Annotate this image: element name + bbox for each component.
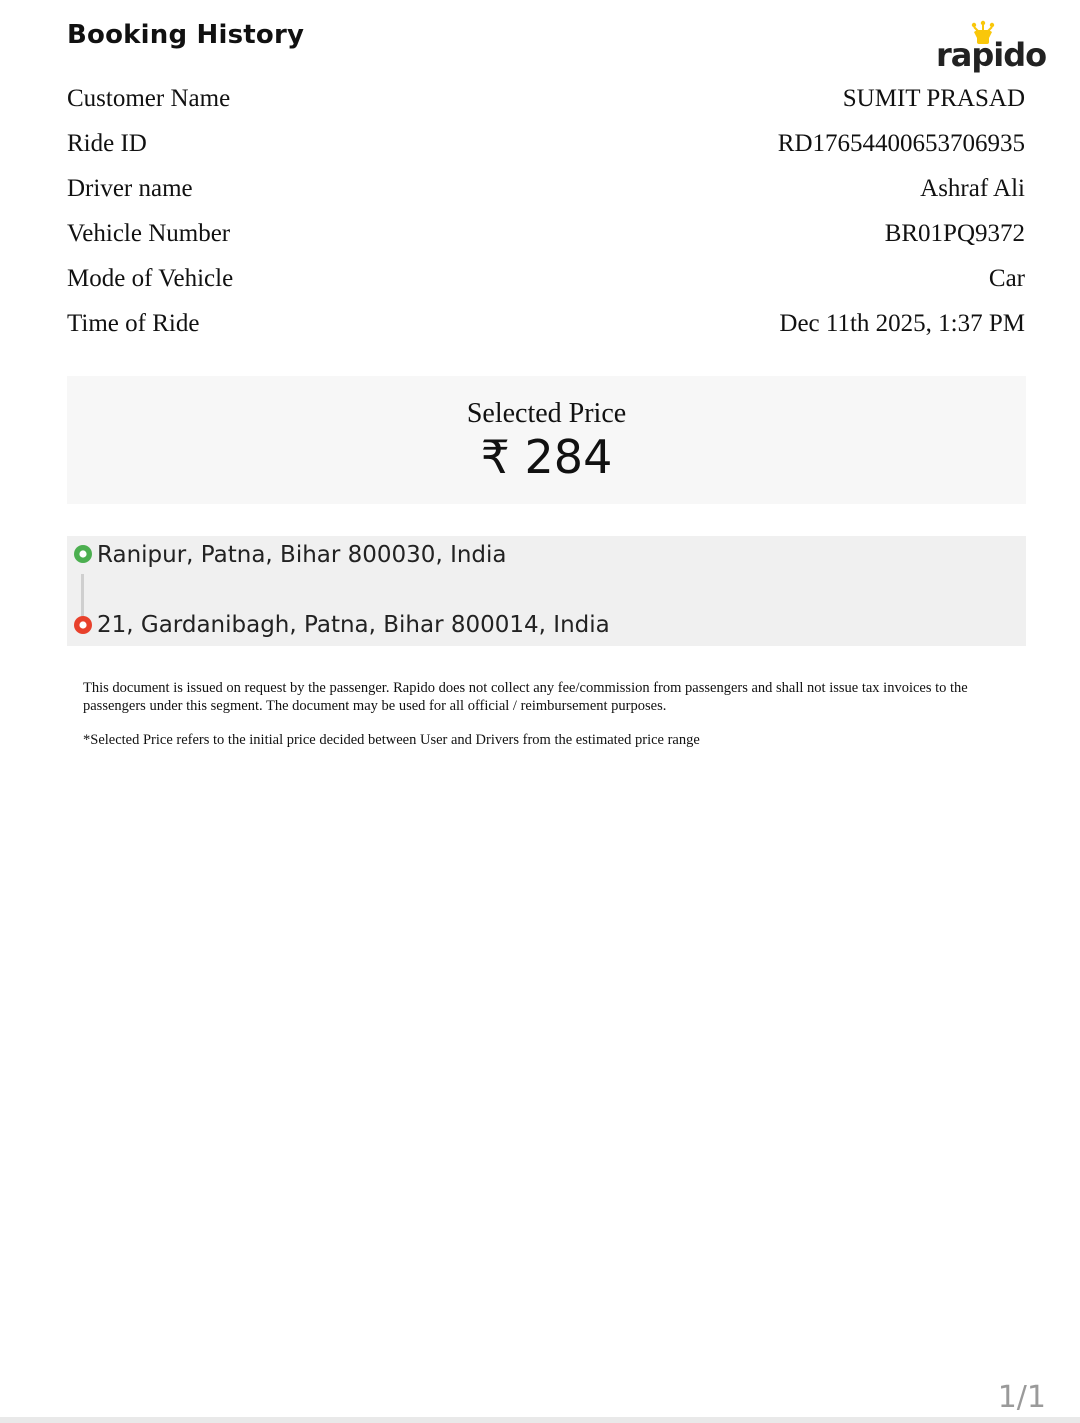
- detail-row-vehicle-number: [67, 211, 1025, 256]
- page-bottom-border: [0, 1417, 1080, 1423]
- detail-row-ride-id: [67, 121, 1025, 166]
- detail-value: Dec 11th 2025, 1:37 PM: [779, 309, 1025, 337]
- disclaimer-text: This document is issued on request by the passenger. Rapido does not collect any fee/commission from passengers and shall not issue tax invoices to the passengers under this segment. The document may be used for all official / reimbursement purposes.: [83, 680, 968, 714]
- rapido-logo: [936, 20, 1047, 76]
- detail-label: Customer Name: [67, 84, 231, 112]
- detail-label: Mode of Vehicle: [67, 264, 234, 292]
- selected-price-box: [67, 376, 1026, 504]
- detail-label: Driver name: [67, 174, 193, 202]
- drop-dot-icon: [73, 615, 93, 635]
- pickup-dot-icon: [73, 544, 93, 564]
- page-title: Booking History: [67, 20, 305, 50]
- route-connector-line: [81, 574, 84, 616]
- ride-details: [67, 76, 1025, 346]
- detail-value: RD17654400653706935: [777, 129, 1025, 157]
- route-box: [67, 536, 1026, 646]
- detail-label: Time of Ride: [67, 309, 200, 337]
- pickup-address: Ranipur, Patna, Bihar 800030, India: [97, 542, 507, 568]
- footnote-text: *Selected Price refers to the initial price decided between User and Drivers from the estimated price range: [83, 732, 700, 748]
- detail-row-driver-name: [67, 166, 1025, 211]
- detail-label: Vehicle Number: [67, 219, 231, 247]
- detail-value: BR01PQ9372: [884, 219, 1025, 247]
- price-value: ₹ 284: [480, 430, 613, 484]
- detail-row-mode-of-vehicle: [67, 256, 1025, 301]
- drop-address: 21, Gardanibagh, Patna, Bihar 800014, India: [97, 612, 610, 638]
- detail-row-time-of-ride: [67, 301, 1025, 346]
- price-label: Selected Price: [466, 398, 627, 429]
- notes-section: [83, 679, 983, 749]
- detail-value: Car: [988, 264, 1025, 292]
- logo-wordmark: rapido: [936, 36, 1047, 74]
- detail-row-customer-name: [67, 76, 1025, 121]
- detail-label: Ride ID: [67, 129, 147, 157]
- detail-value: SUMIT PRASAD: [842, 84, 1025, 112]
- detail-value: Ashraf Ali: [920, 174, 1025, 202]
- page-indicator: 1/1: [997, 1380, 1046, 1415]
